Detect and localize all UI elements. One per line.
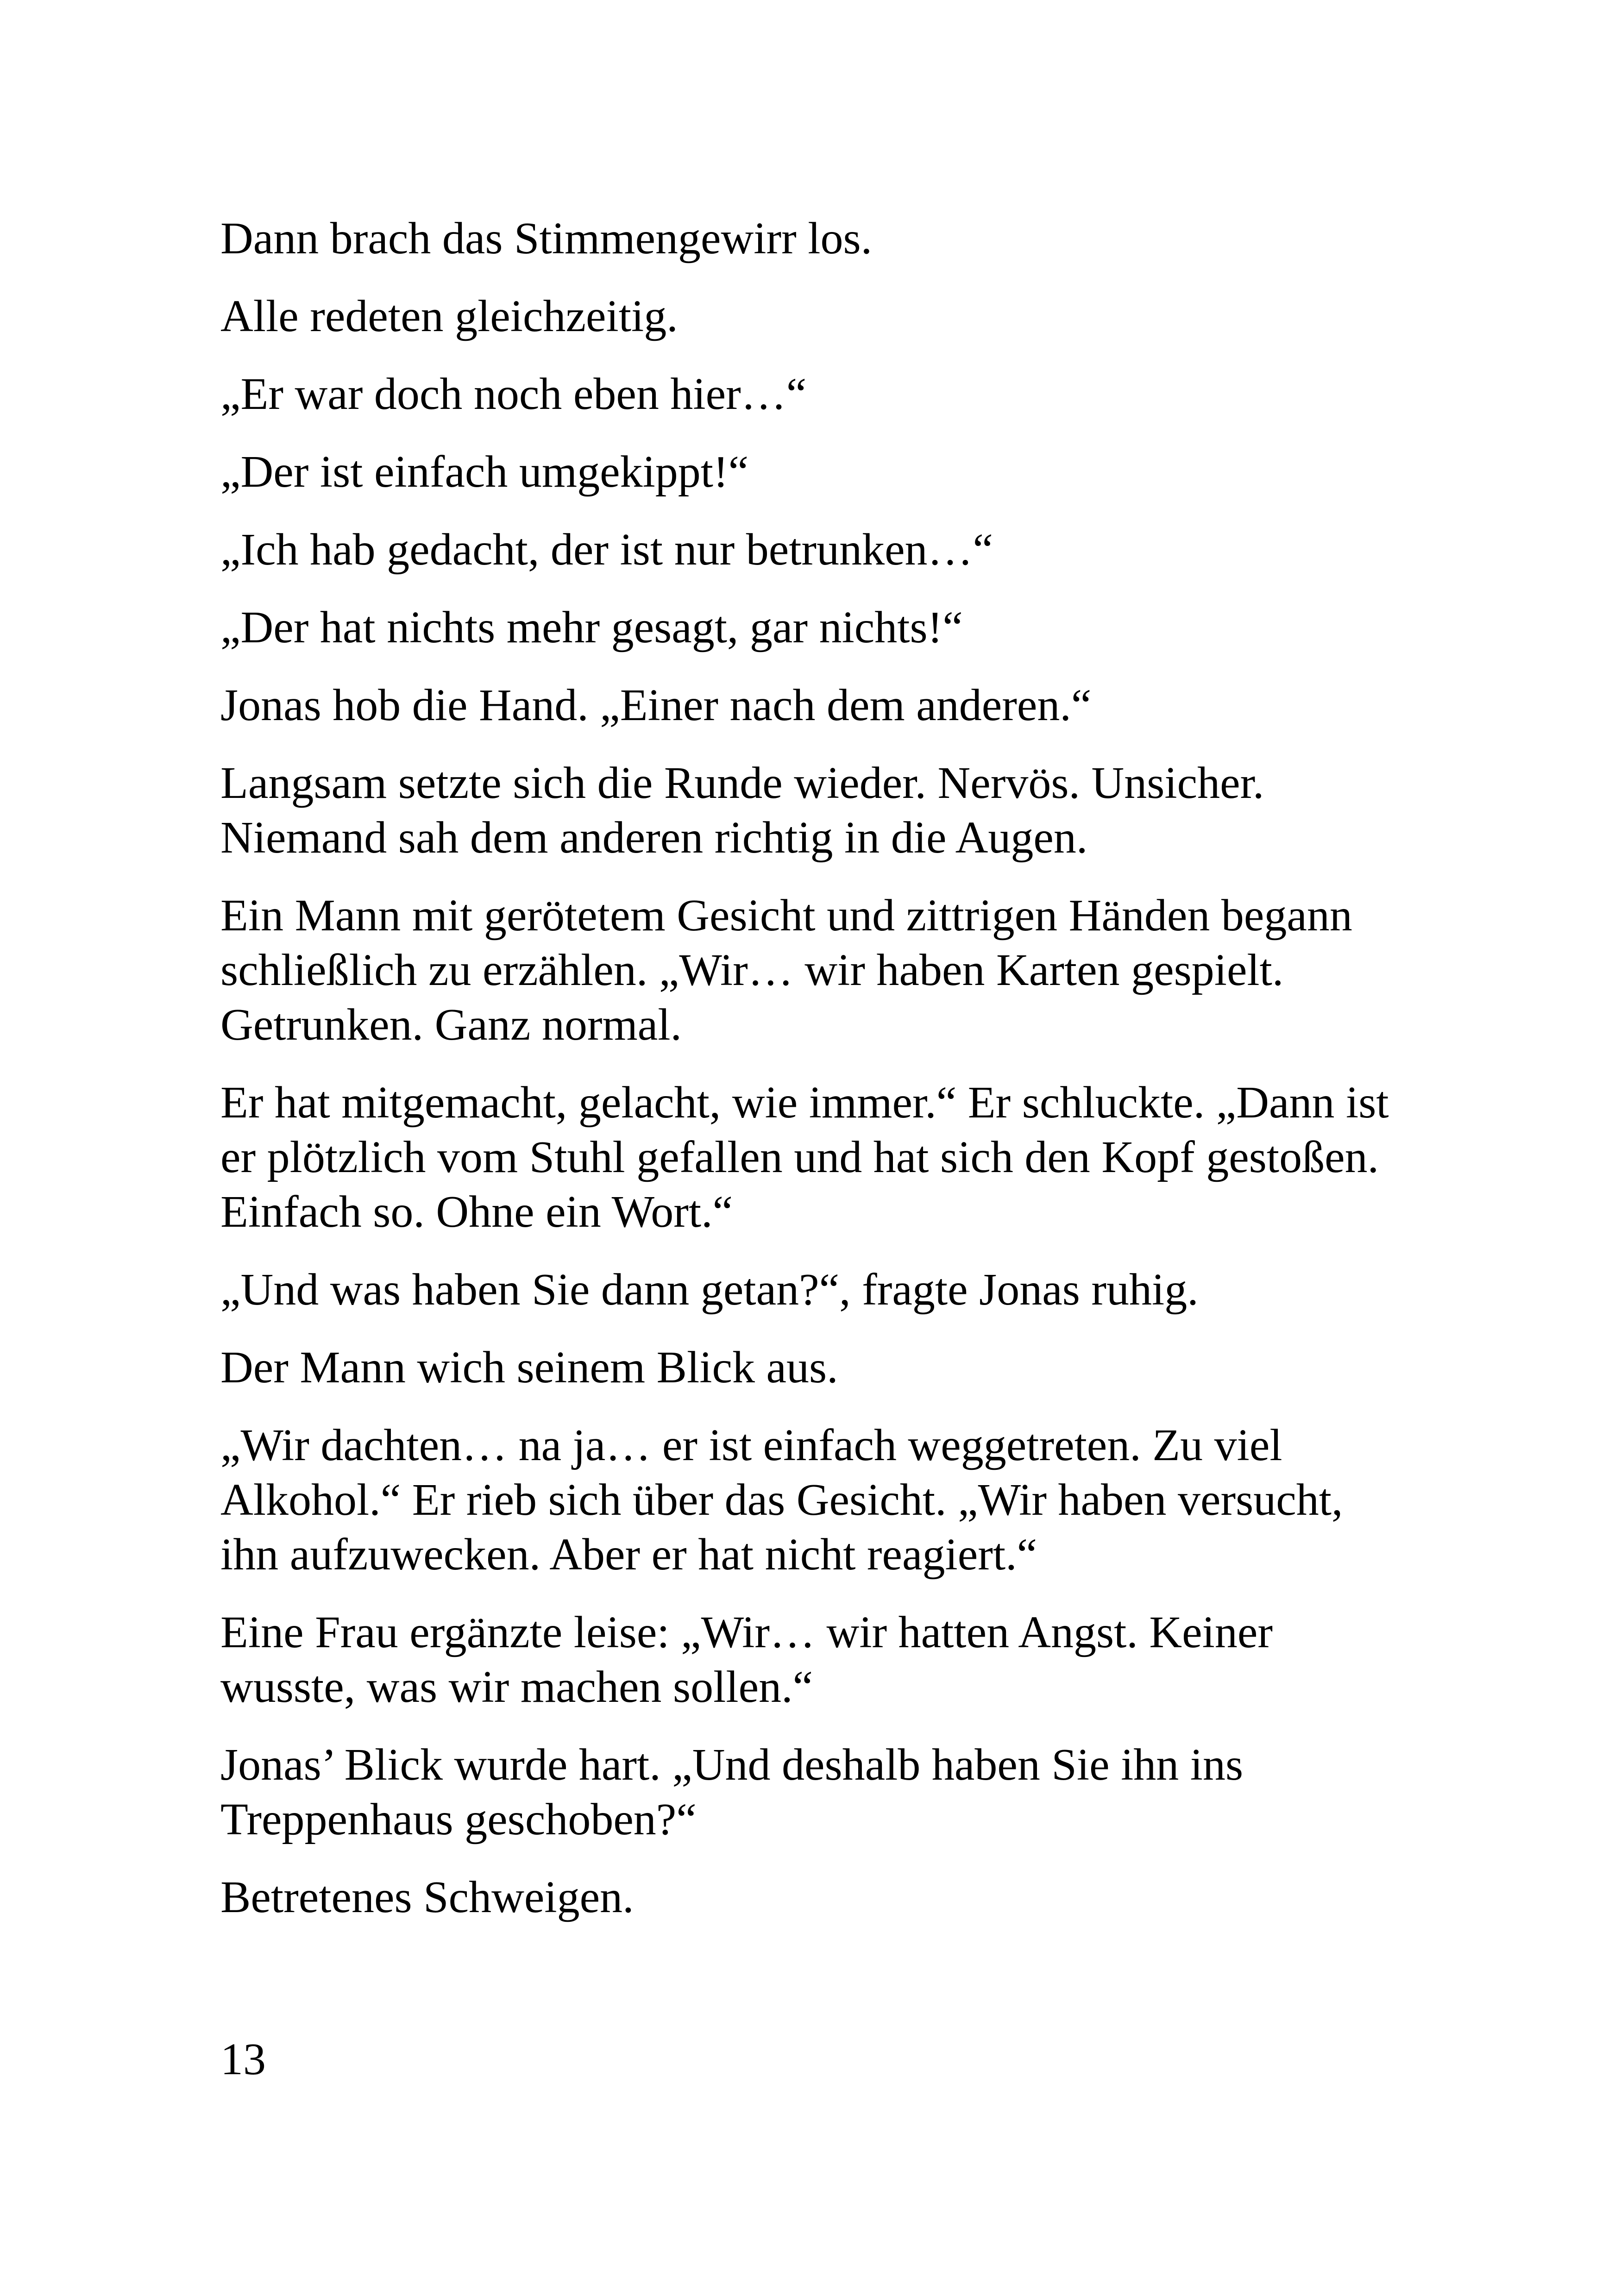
body-text [220,211,1406,1948]
paragraph: „Wir dachten… na ja… er ist einfach weggetreten. Zu viel Alkohol.“ Er rieb sich über das Gesicht. „Wir haben versucht, ihn aufzuwecken. Aber er hat nicht reagiert.“ [220,1420,1343,1580]
paragraph: Alle redeten gleichzeitig. [220,291,678,341]
paragraph: Jonas hob die Hand. „Einer nach dem anderen.“ [220,680,1092,730]
paragraph: „Und was haben Sie dann getan?“, fragte Jonas ruhig. [220,1265,1199,1315]
paragraph: Er hat mitgemacht, gelacht, wie immer.“ Er schluckte. „Dann ist er plötzlich vom Stuhl gefallen und hat sich den Kopf gestoßen. Einfach so. Ohne ein Wort.“ [220,1078,1389,1237]
paragraph: „Er war doch noch eben hier…“ [220,369,807,419]
paragraph: Langsam setzte sich die Runde wieder. Nervös. Unsicher. Niemand sah dem anderen richtig in die Augen. [220,758,1264,863]
paragraph: „Der hat nichts mehr gesagt, gar nichts!“ [220,602,963,652]
page-number: 13 [220,2034,266,2084]
paragraph: Ein Mann mit gerötetem Gesicht und zittrigen Händen begann schließlich zu erzählen. „Wir… wir haben Karten gespielt. Getrunken. Ganz normal. [220,891,1352,1050]
paragraph: Dann brach das Stimmengewirr los. [220,213,873,263]
paragraph: Eine Frau ergänzte leise: „Wir… wir hatten Angst. Keiner wusste, was wir machen sollen.“ [220,1607,1273,1712]
paragraph: Jonas’ Blick wurde hart. „Und deshalb haben Sie ihn ins Treppenhaus geschoben?“ [220,1740,1244,1844]
paragraph: „Ich hab gedacht, der ist nur betrunken…“ [220,525,993,575]
paragraph: Betretenes Schweigen. [220,1872,634,1922]
paragraph: „Der ist einfach umgekippt!“ [220,447,749,497]
paragraph: Der Mann wich seinem Blick aus. [220,1342,838,1393]
